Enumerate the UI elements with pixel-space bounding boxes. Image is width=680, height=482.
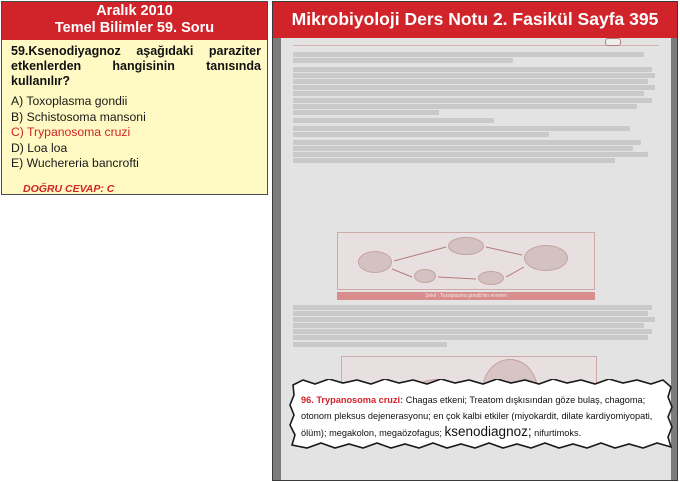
answer-callout: [289, 379, 673, 449]
callout-text: [301, 393, 665, 442]
faint-text-block-1: [293, 52, 659, 164]
option-c: C) Trypanosoma cruzi: [11, 125, 131, 140]
exam-section: Temel Bilimler 59. Soru: [54, 20, 215, 36]
option-e: E) Wuchereria bancrofti: [11, 156, 139, 171]
option-a: A) Toxoplasma gondii: [11, 94, 128, 108]
faint-text-block-2: [293, 305, 659, 348]
question-header: [2, 2, 267, 40]
figure-arrows: [338, 233, 596, 291]
correct-answer: DOĞRU CEVAP: C: [23, 182, 115, 195]
callout-title: 96. Trypanosoma cruzi:: [301, 395, 404, 405]
page-number-badge: [605, 38, 621, 46]
toxoplasma-lifecycle-figure: [337, 232, 595, 290]
option-b: B) Schistosoma mansoni: [11, 109, 146, 124]
callout-body-2: nifurtimoks.: [534, 428, 582, 439]
answer-options: [11, 94, 261, 172]
notes-header: Mikrobiyoloji Ders Notu 2. Fasikül Sayfa 395: [273, 2, 677, 38]
callout-highlight: ksenodiagnoz;: [444, 424, 532, 440]
question-text: 59.Ksenodiyagnoz aşağıdaki paraziter etkenlerden hangisinin tanısında kullanılır?: [11, 44, 261, 88]
question-body: [2, 40, 267, 197]
question-panel: [1, 1, 268, 195]
option-d: D) Loa loa: [11, 140, 68, 155]
exam-date: Aralık 2010: [96, 3, 173, 19]
callout-body-1: Chagas etkeni; Treatom dışkısından göze bulaş, chagoma; otonom pleksus dejenerasyonu; en çok kalbi etkiler (miyokardit, dilate kardiyomiyopati, ölüm); megakolon, megaözofagus;: [301, 395, 653, 439]
figure-caption: Şekil : Toxoplasma gondii'nin evreleri: [337, 292, 595, 300]
